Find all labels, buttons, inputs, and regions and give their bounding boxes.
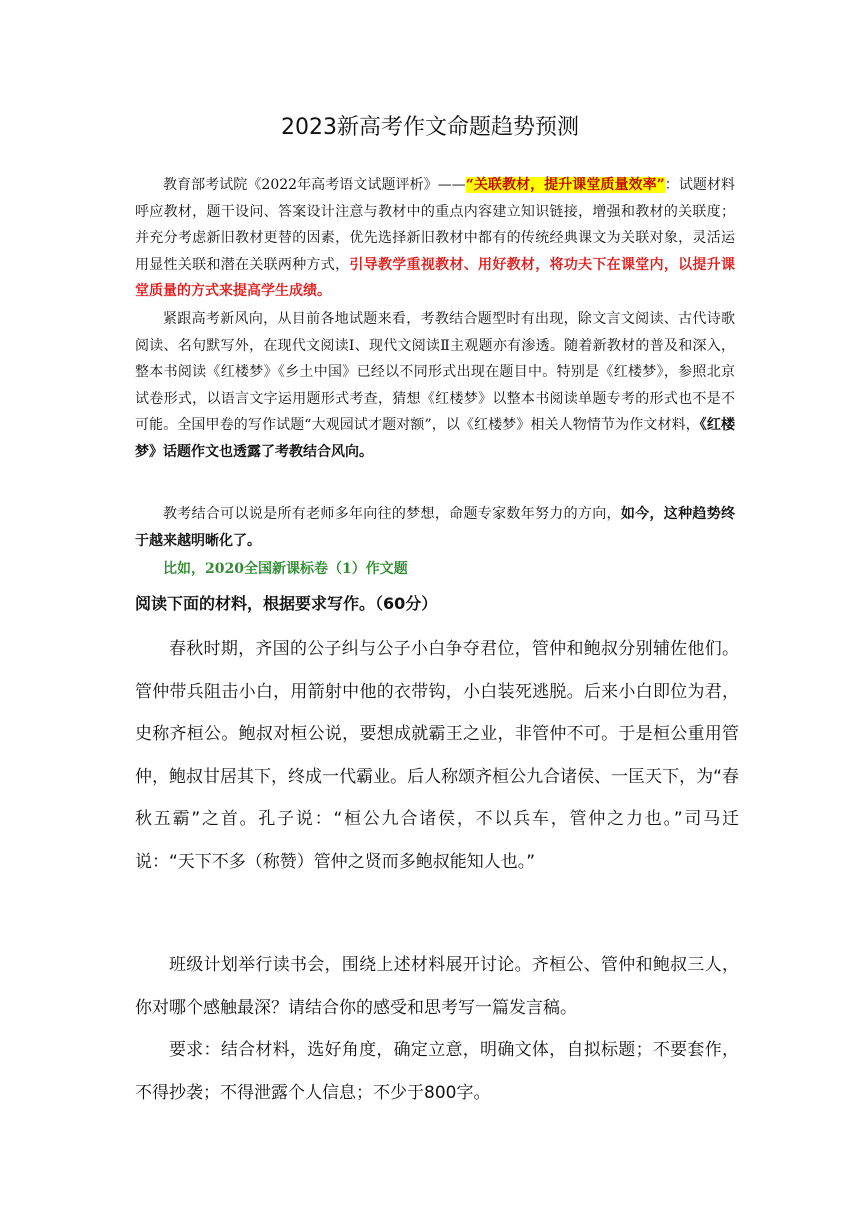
paragraph-exam-review <box>135 172 735 305</box>
prompt-heading: 阅读下面的材料，根据要求写作。（60分） <box>135 594 438 613</box>
paragraph-text: 教考结合可以说是所有老师多年向往的梦想，命题专家数年努力的方向， <box>163 506 621 522</box>
paragraph-conclusion <box>135 501 735 554</box>
bold-emphasis-text: 《红楼梦》话题作文也透露了考教结合风向。 <box>135 417 736 460</box>
paragraph-text: 教育部考试院《2022年高考语文试题评析》—— <box>163 177 466 193</box>
bold-emphasis-text: 如今，这种趋势终于越来越明晰化了。 <box>135 506 735 549</box>
material-paragraph: 春秋时期，齐国的公子纠与公子小白争夺君位，管仲和鲍叔分别辅佐他们。管仲带兵阻击小白，用箭射中他的衣带钩，小白装死逃脱。后来小白即位为君，史称齐桓公。鲍叔对桓公说，要想成就霸王之业，非管仲不可。于是桓公重用管仲，鲍叔甘居其下，终成一代霸业。后人称颂齐桓公九合诸侯、一匡天下，为“春秋五霸”之首。孔子说：“桓公九合诸侯，不以兵车，管仲之力也。”司马迁说：“天下不多（称赞）管仲之贤而多鲍叔能知人也。” <box>135 639 739 872</box>
highlighted-quote: “关联教材，提升课堂质量效率” <box>465 177 665 193</box>
paragraph-trend <box>135 306 735 466</box>
example-label: 比如，2020全国新课标卷（1）作文题 <box>163 561 408 577</box>
document-title: 2023新高考作文命题趋势预测 <box>281 115 579 140</box>
red-emphasis-text: 引导教学重视教材、用好教材，将功夫下在课堂内，以提升课堂质量的方式来提高学生成绩。 <box>135 256 735 300</box>
task-paragraph: 班级计划举行读书会，围绕上述材料展开讨论。齐桓公、管仲和鲍叔三人，你对哪个感触最深？请结合你的感受和思考写一篇发言稿。 <box>135 955 739 1018</box>
requirements-paragraph: 要求：结合材料，选好角度，确定立意，明确文体，自拟标题；不要套作，不得抄袭；不得泄露个人信息；不少于800字。 <box>135 1040 739 1103</box>
paragraph-text: ：试题材料呼应教材，题干设问、答案设计注意与教材中的重点内容建立知识链接，增强和教材的关联度；并充分考虑新旧教材更替的因素，优先选择新旧教材中都有的传统经典课文为关联对象，灵活运用显性关联和潜在关联两种方式， <box>135 177 736 273</box>
paragraph-text: 紧跟高考新风向，从目前各地试题来看，考教结合题型时有出现，除文言文阅读、古代诗歌阅读、名句默写外，在现代文阅读Ⅰ、现代文阅读Ⅱ主观题亦有渗透。随着新教材的普及和深入，整本书阅读《红楼梦》《乡土中国》已经以不同形式出现在题目中。特别是《红楼梦》，参照北京试卷形式，以语言文字运用题形式考查，猜想《红楼梦》以整本书阅读单题专考的形式也不是不可能。全国甲卷的写作试题“大观园试才题对额”，以《红楼梦》相关人物情节为作文材料， <box>135 311 735 434</box>
